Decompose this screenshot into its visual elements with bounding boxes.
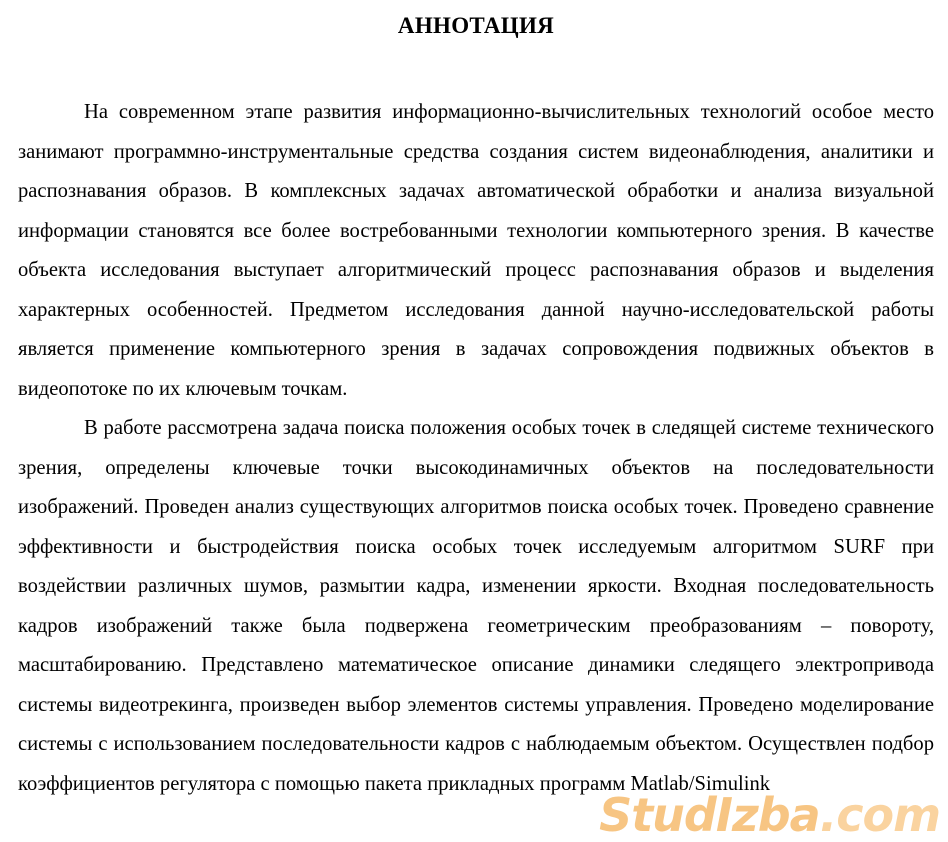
watermark-logo-main: StudIzba xyxy=(599,788,820,842)
paragraph-1: На современном этапе развития информационно-вычислительных технологий особое место занимают программно-инструментальные средства создания систем видеонаблюдения, аналитики и распознавания образов. В комплексных задачах автоматической обработки и анализа визуальной информации становятся все более востребованными технологии компьютерного зрения. В качестве объекта исследования выступает алгоритмический процесс распознавания образов и выделения характерных особенностей. Предметом исследования данной научно-исследовательской работы является применение компьютерного зрения в задачах сопровождения подвижных объектов в видеопотоке по их ключевым точкам. xyxy=(18,101,934,400)
document-page xyxy=(18,0,934,836)
paragraph-2: В работе рассмотрена задача поиска положения особых точек в следящей системе технического зрения, определены ключевые точки высокодинамичных объектов на последовательности изображений. Проведен анализ существующих алгоритмов поиска особых точек. Проведено сравнение эффективности и быстродействия поиска особых точек исследуемым алгоритмом SURF при воздействии различных шумов, размытии кадра, изменении яркости. Входная последовательность кадров изображений также была подвержена геометрическим преобразованиям – повороту, масштабированию. Представлено математическое описание динамики следящего электропривода системы видеотрекинга, произведен выбор элементов системы управления. Проведено моделирование системы с использованием последовательности кадров с наблюдаемым объектом. Осуществлен подбор коэффициентов регулятора с помощью пакета прикладных программ Matlab/Simulink xyxy=(18,417,934,795)
watermark-logo-tld: .com xyxy=(819,788,940,842)
page-title: АННОТАЦИЯ xyxy=(397,13,555,38)
title-spacer xyxy=(18,42,934,93)
